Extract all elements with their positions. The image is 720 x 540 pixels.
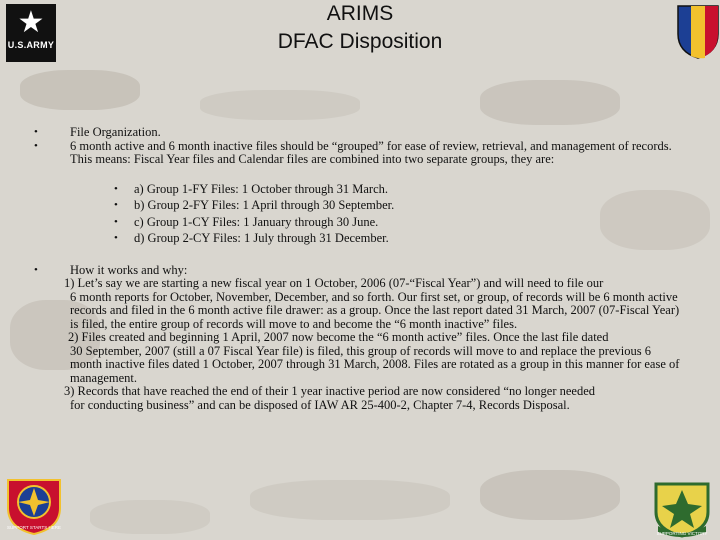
bullet-item: • File Organization. xyxy=(34,125,161,139)
supporting-victory-patch-icon xyxy=(650,478,714,538)
bullet-dot: • xyxy=(34,263,38,276)
bullet-dot: • xyxy=(34,126,38,138)
bullet-dot: • xyxy=(34,139,38,152)
logo-text: U.S.ARMY xyxy=(7,40,55,50)
army-star-icon: ★ xyxy=(17,5,45,40)
bullet-item: • How it works and why: xyxy=(34,262,188,277)
title-line-1: ARIMS xyxy=(326,2,394,25)
support-starts-here-patch-icon xyxy=(4,474,64,536)
slide-body xyxy=(34,126,684,412)
svg-text:SUPPORT STARTS HERE: SUPPORT STARTS HERE xyxy=(7,525,61,530)
tradoc-patch-icon xyxy=(676,4,720,60)
svg-text:SUPPORTING VICTORY: SUPPORTING VICTORY xyxy=(656,531,708,536)
group-item: • b) Group 2-FY Files: 1 April through 30 September. xyxy=(114,198,395,212)
group-item: • a) Group 1-FY Files: 1 October through 31 March. xyxy=(114,181,389,196)
group-item: • c) Group 1-CY Files: 1 January through 30 June. xyxy=(114,214,379,229)
paragraph-3: 3) Records that have reached the end of their 1 year inactive period are now considered “no longer needed for conducting business” and can be disposed of IAW AR 25-400-2, Chapter 7-4, Records Disposal. xyxy=(64,384,596,412)
title-line-2: DFAC Disposition xyxy=(277,30,443,53)
slide-title xyxy=(0,0,720,56)
paragraph-2: 2) Files created and beginning 1 April, 2007 now become the “6 month active” files. Once the last file dated 30 September, 2007 (still a 07 Fiscal Year file) is filed, this group of records will move to and replace the previous 6 month inactive files dated 1 October, 2007 through 31 March, 2008. Files are rotated as a group in this manner for ease of management. xyxy=(68,330,680,385)
bullet-item: • 6 month active and 6 month inactive files should be “grouped” for ease of review, retrieval, and management of records. This means: Fiscal Year files and Calendar files are combined into two separate groups, they are: xyxy=(34,138,672,166)
group-item: • d) Group 2-CY Files: 1 July through 31 December. xyxy=(114,231,389,245)
paragraph-1: 1) Let’s say we are starting a new fiscal year on 1 October, 2006 (07-“Fiscal Year”) and will need to file our 6 month reports for October, November, December, and so forth. Our first set, or group, of records will be 6 month active records and filed in the 6 month active file drawer: as a group. Once the last report dated 31 March, 2007 (07-Fiscal Year) is filed, the entire group of records will move to and become the “6 month inactive” files. xyxy=(64,276,680,331)
